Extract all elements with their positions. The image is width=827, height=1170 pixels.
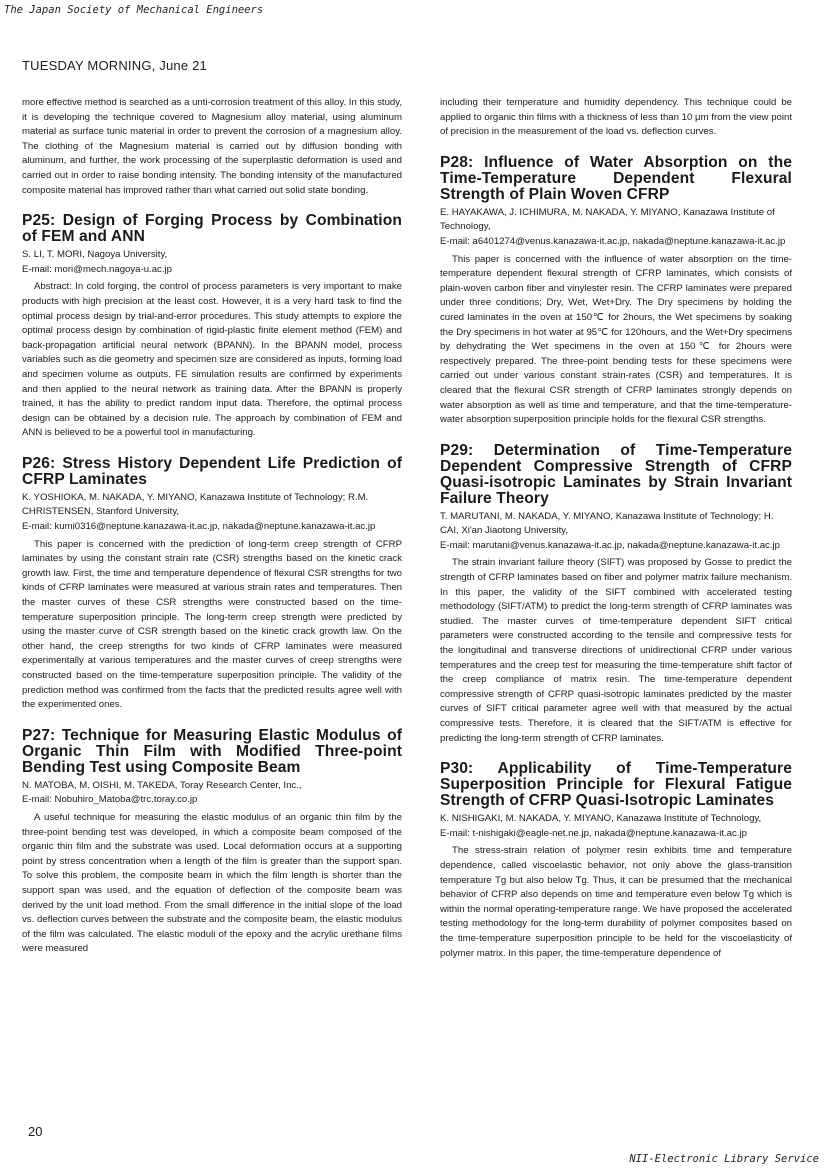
article-p27	[22, 728, 402, 957]
article-title: P25: Design of Forging Process by Combination of FEM and ANN	[22, 212, 402, 246]
article-title: P29: Determination of Time-Temperature Dependent Compressive Strength of CFRP Quasi-isotropic Laminates by Strain Invariant Failure Theory	[440, 441, 792, 507]
article-authors: N. MATOBA, M. OISHI, M. TAKEDA, Toray Research Center, Inc.,	[22, 779, 302, 791]
article-emails: E-mail: a6401274@venus.kanazawa-it.ac.jp, nakada@neptune.kanazawa-it.ac.jp	[440, 235, 786, 247]
article-authors: T. MARUTANI, M. NAKADA, Y. MIYANO, Kanazawa Institute of Technology; H. CAI, Xi'an Jiaotong University,	[440, 510, 774, 537]
article-abstract: A useful technique for measuring the elastic modulus of an organic thin film by the three-point bending test was developed, in which a composite beam composed of the organic thin film and the substrate was used. Local deformation occurs at a supporting point by stress concentration when a length of the film is greater than the support span. To solve this problem, the composite beam in which the film length is shorter than the support span was used, and the equation of deflection of the composite beam was derived by the unit load method. From the small difference in the initial slope of the load vs. deflection curves between the substrate and the composite beam, the elastic modulus of the film was calculated. The elastic moduli of the epoxy and the acrylic urethane films were measured	[22, 811, 402, 955]
article-emails: E-mail: t-nishigaki@eagle-net.ne.jp, nakada@neptune.kanazawa-it.ac.jp	[440, 827, 747, 839]
article-emails: E-mail: kumi0316@neptune.kanazawa-it.ac.jp, nakada@neptune.kanazawa-it.ac.jp	[22, 521, 376, 533]
article-emails: E-mail: Nobuhiro_Matoba@trc.toray.co.jp	[22, 794, 198, 806]
continued-text: including their temperature and humidity dependency. This technique could be applied to organic thin films with a thickness of less than 10 μm from the view point of precision in the measurement of the load vs. deflection curves.	[440, 97, 792, 138]
page-number: 20	[28, 1124, 43, 1139]
article-title: P27: Technique for Measuring Elastic Modulus of Organic Thin Film with Modified Three-point Bending Test using Composite Beam	[22, 726, 402, 776]
article-p29	[440, 443, 792, 747]
library-service-footer: NII-Electronic Library Service	[629, 1153, 819, 1165]
article-title: P26: Stress History Dependent Life Prediction of CFRP Laminates	[22, 454, 402, 488]
article-authors: K. NISHIGAKI, M. NAKADA, Y. MIYANO, Kanazawa Institute of Technology,	[440, 813, 762, 825]
article-p30	[440, 761, 792, 961]
article-p26	[22, 456, 402, 713]
article-authors: E. HAYAKAWA, J. ICHIMURA, M. NAKADA, Y. MIYANO, Kanazawa Institute of Technology,	[440, 206, 775, 233]
article-abstract: Abstract: In cold forging, the control of process parameters is very important to make products with high precision at the least cost. However, it is a very hard task to find the optimal process design by trial-and-error procedures. This study attempts to explore the optimal process design by combination of rigid-plastic finite element method (FEM) and back-propagation artificial neural network (BPANN). In the BPANN model, process variables such as die geometry and specimen size are considered as inputs, forming load and specimen volume as outputs. FE simulation results are confirmed by experiments and then applied to the neural network as training data. After the BPANN is properly trained, it has the ability to predict random input data. Therefore, the optimal process design can be obtained by a decision rule. The approach by combination of FEM and ANN is believed to be a powerful tool in manufacturing.	[22, 281, 402, 439]
article-p28	[440, 155, 792, 428]
article-title: P28: Influence of Water Absorption on the Time-Temperature Dependent Flexural Strength of Plain Woven CFRP	[440, 153, 792, 203]
left-column	[22, 96, 402, 957]
article-abstract: The strain invariant failure theory (SIFT) was proposed by Gosse to predict the strength of CFRP laminates based on fiber and polymer matrix failure mechanism. In this paper, the validity of the SIFT combined with accelerated testing methodology (SIFT/ATM) to predict the long-term strength of CFRP laminates was studied. The master curves of time-temperature dependent SIFT critical parameters were constructed according to the tensile and compressive tests for the longitudinal and transverse directions of unidirectional CFRP under various temperatures and the creep test for measuring the time-temperature shift factor of the creep compliance of matrix resin. The time-temperature dependent compressive strength of CFRP quasi-isotropic laminates predicted by the master curves of SIFT critical parameter agree well with that measured by the actual compressive tests. Therefore, it is cleared that the SIFT/ATM is effective for predicting the long-term strength of CFRP laminates.	[440, 557, 792, 744]
society-header: The Japan Society of Mechanical Engineers	[4, 4, 264, 16]
article-abstract: This paper is concerned with the influence of water absorption on the time-temperature dependent flexural strength of CFRP laminates, which consists of plain-woven carbon fiber and vinylester resin. The CFRP laminates were prepared under three conditions; Dry, Wet, Wet+Dry. The Dry specimens by holding the cured laminates in the oven at 150℃ for 2hours, the Wet specimens by soaking the Dry specimens in hot water at 95℃ for 120hours, and the Wet+Dry specimens by dehydrating the Wet specimens in the oven at 150℃ for 2hours were respectively prepared. The three-point bending tests for these specimens were carried out under various constant strain-rates (CSR) and temperatures. It is cleared that the flexural CSR strength of CFRP laminates strongly depends on water absorption as well as time and temperature, and that the time-temperature-water absorption superposition principle holds for the flexural CSR strengths.	[440, 253, 792, 426]
article-p25	[22, 213, 402, 441]
article-title: P30: Applicability of Time-Temperature Superposition Principle for Flexural Fatigue Strength of CFRP Quasi-Isotropic Laminates	[440, 760, 792, 810]
article-emails: E-mail: mori@mech.nagoya-u.ac.jp	[22, 263, 172, 275]
right-column	[440, 96, 792, 961]
article-emails: E-mail: marutani@venus.kanazawa-it.ac.jp, nakada@neptune.kanazawa-it.ac.jp	[440, 539, 780, 551]
article-abstract: This paper is concerned with the prediction of long-term creep strength of CFRP laminates by using the constant strain rate (CSR) strengths based on the kinetic crack growth law. First, the time and temperature dependence of flexural CSR strengths for two kinds of CFRP laminates were measured at various strain rates and temperatures. Then the master curves of these CSR strengths were constructed based on the time-temperature superposition principle. The long-term creep strength were predicted by using the master curve of CSR strength based on the kinetic crack growth law. On the other hand, the creep strengths for two kinds of CFRP laminates were measured experimentally at various temperatures and the master curves of creep strengths were constructed based on the time-temperature superposition principle. The validity of the prediction method was confirmed from the facts that the predicted results agree well with the experimented ones.	[22, 538, 402, 711]
article-abstract: The stress-strain relation of polymer resin exhibits time and temperature dependence, called viscoelastic behavior, not only above the glass-transition temperature Tg but also below Tg. Thus, it can be presumed that the mechanical behavior of CFRP also depends on time and temperature even below Tg which is within the normal operating-temperature range. We have proposed the accelerated testing methodology for the long-term durability of polymer composites based on the time-temperature superposition principle to be held for the viscoelasticity of polymer matrix. In this paper, the time-temperature dependence of	[440, 845, 792, 959]
continued-text: more effective method is searched as a unti-corrosion treatment of this alloy. In this study, it is developing the technique covered to Magnesium alloy material, using aluminum material as surface tunic material in order to prevent the corrosion of a magnesium alloy. The clothing of the Magnesium material is carried out by diffusion bonding with aluminum, and further, the work processing of the superplastic deformation is used and carried out in order to raise bonding intensity. The bonding intensity of the manufactured composite material has improved rather than what carried out solid state bonding.	[22, 97, 402, 196]
article-authors: K. YOSHIOKA, M. NAKADA, Y. MIYANO, Kanazawa Institute of Technology; R.M. CHRISTENSEN, Stanford University,	[22, 491, 369, 518]
article-authors: S. LI, T. MORI, Nagoya University,	[22, 249, 168, 261]
session-header: TUESDAY MORNING, June 21	[22, 58, 207, 73]
